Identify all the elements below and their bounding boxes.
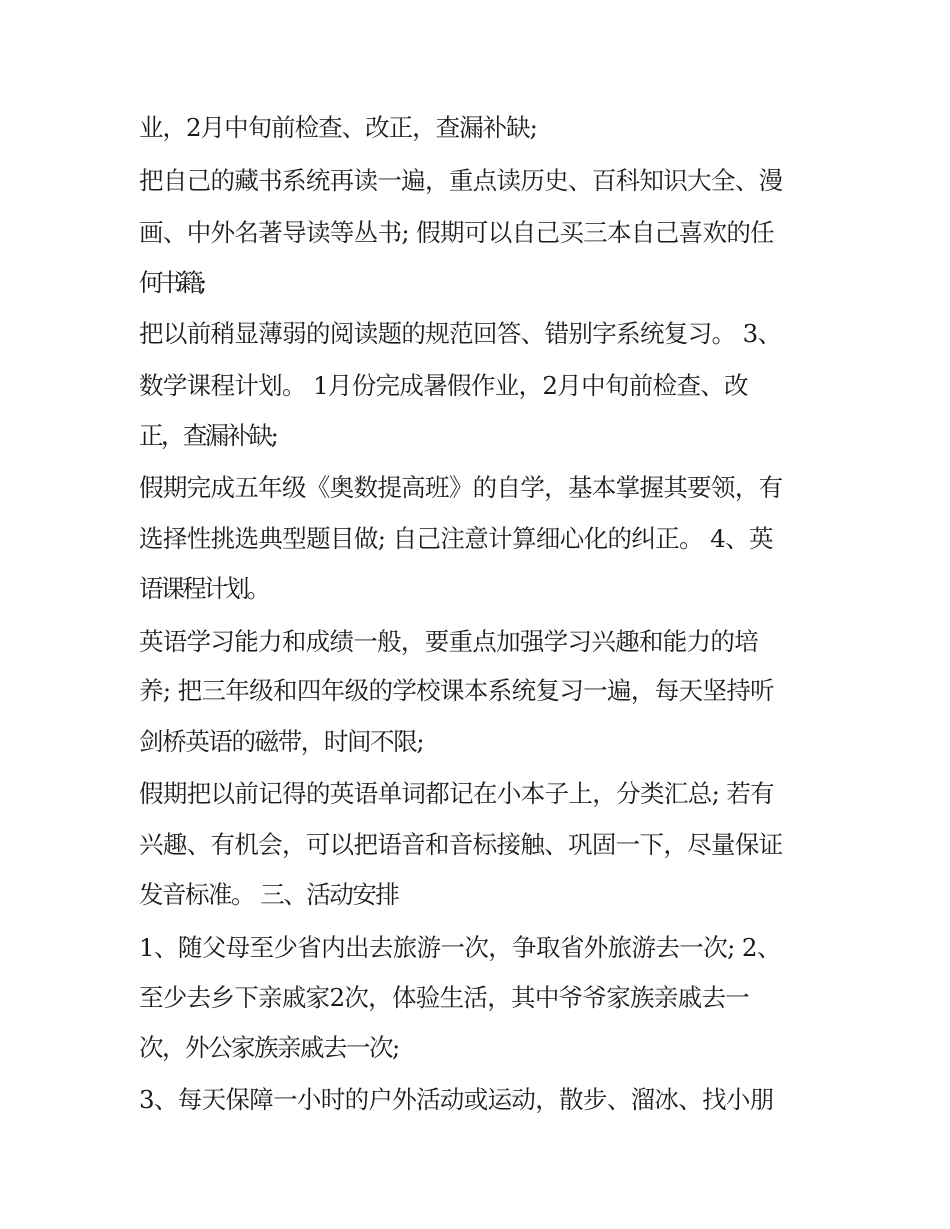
text-line-14: 假期把以前记得的英语单词都记在小本子上，分类汇总; 若有 bbox=[139, 779, 775, 808]
text-line-1: 业，2月中旬前检查、改正，查漏补缺; bbox=[139, 113, 537, 142]
text-line-19: 次，外公家族亲戚去一次; bbox=[139, 1033, 399, 1062]
text-line-12: 养; 把三年级和四年级的学校课本系统复习一遍，每天坚持听 bbox=[139, 676, 775, 705]
text-line-6: 数学课程计划。 1月份完成暑假作业，2月中旬前检查、改 bbox=[139, 371, 748, 400]
text-line-8: 假期完成五年级《奥数提高班》的自学，基本掌握其要领，有 bbox=[139, 473, 783, 502]
text-line-13: 剑桥英语的磁带，时间不限; bbox=[139, 727, 424, 756]
text-line-9: 选择性挑选典型题目做; 自己注意计算细心化的纠正。 4、英 bbox=[139, 524, 773, 553]
text-line-7: 正，查漏补缺; bbox=[139, 421, 277, 450]
text-line-11: 英语学习能力和成绩一般，要重点加强学习兴趣和能力的培 bbox=[139, 627, 758, 656]
text-line-16: 发音标准。 三、活动安排 bbox=[139, 880, 399, 909]
text-line-2: 把自己的藏书系统再读一遍，重点读历史、百科知识大全、漫 bbox=[139, 166, 783, 195]
text-line-3: 画、中外名著导读等丛书; 假期可以自己买三本自己喜欢的任 bbox=[139, 218, 775, 247]
text-line-18: 至少去乡下亲戚家2次，体验生活，其中爷爷家族亲戚去一 bbox=[139, 983, 750, 1012]
text-line-20: 3、每天保障一小时的户外活动或运动，散步、溜冰、找小朋 bbox=[139, 1085, 774, 1114]
text-line-15: 兴趣、有机会，可以把语音和音标接触、巩固一下，尽量保证 bbox=[139, 830, 783, 859]
text-line-4: 何书籍; bbox=[139, 268, 203, 297]
text-line-5: 把以前稍显薄弱的阅读题的规范回答、错别字系统复习。 3、 bbox=[139, 319, 782, 348]
text-line-10: 语课程计划。 bbox=[139, 574, 268, 603]
text-line-17: 1、随父母至少省内出去旅游一次，争取省外旅游去一次; 2、 bbox=[139, 933, 781, 962]
